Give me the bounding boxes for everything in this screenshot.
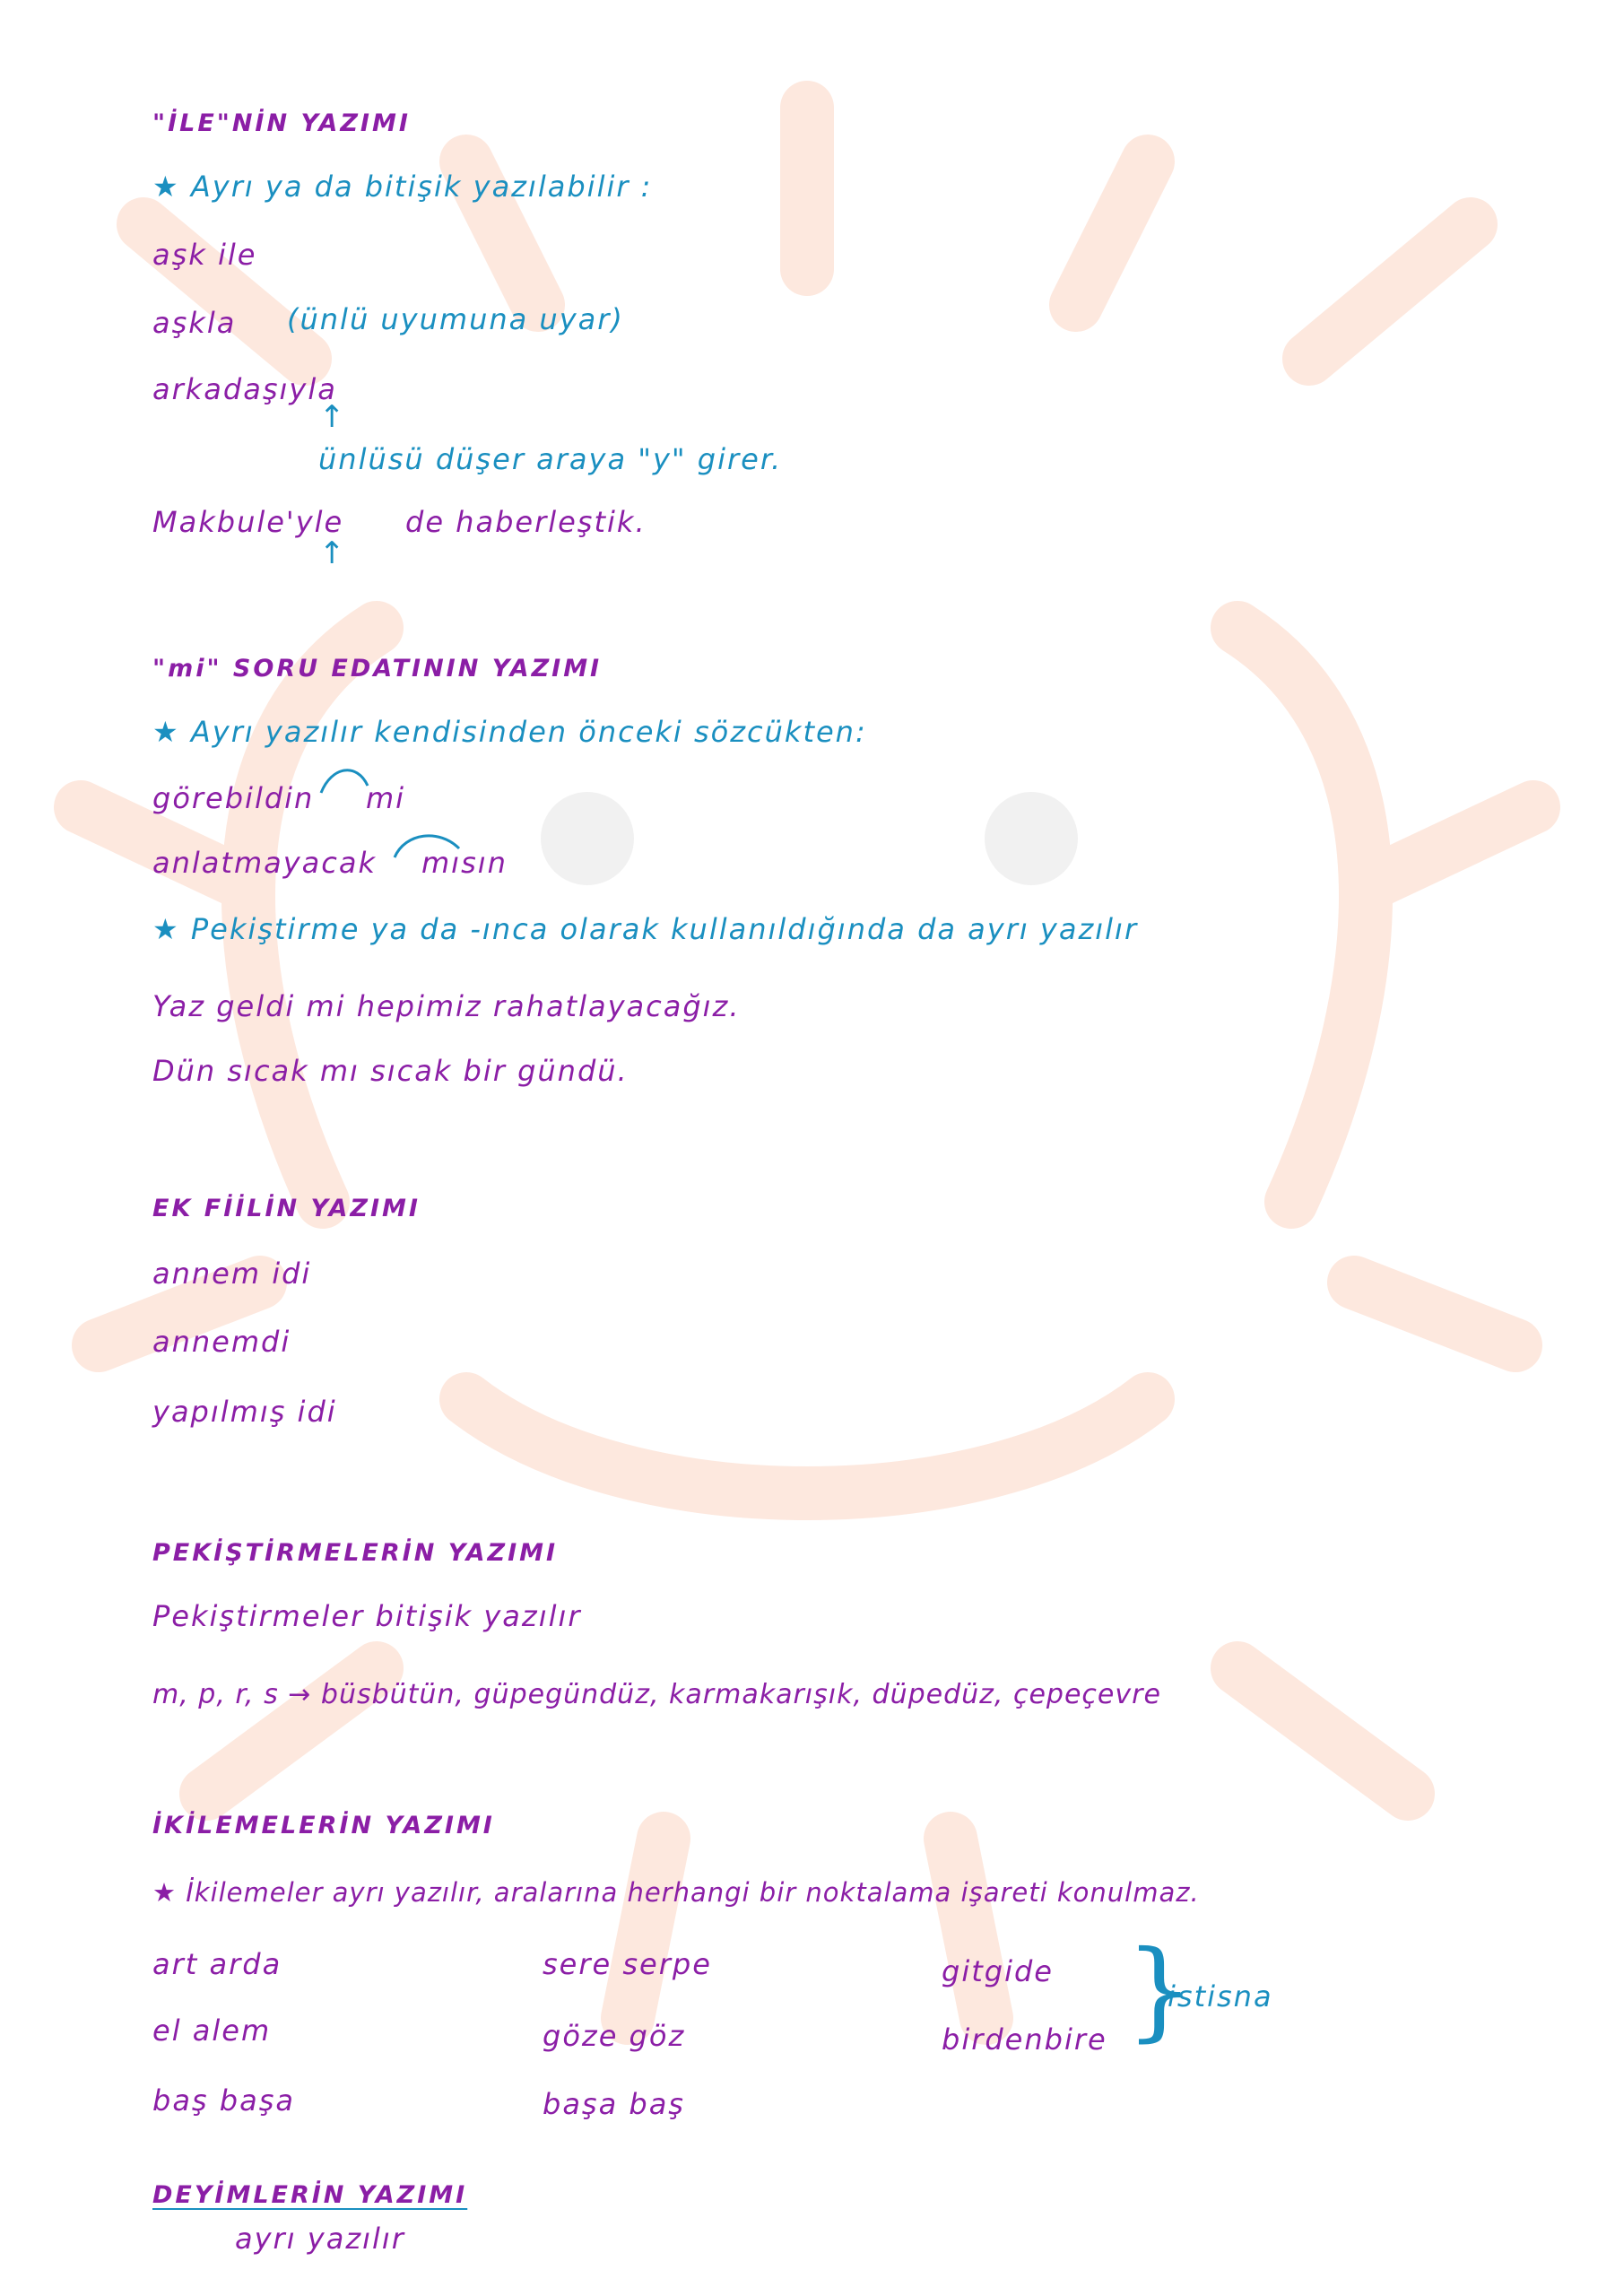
ikileme-col1-item: baş başa bbox=[152, 2083, 295, 2118]
mi-example-4: Dün sıcak mı sıcak bir gündü. bbox=[152, 1054, 629, 1088]
ile-example-4: Makbule'yle bbox=[152, 505, 344, 539]
mi-heading: "mi" SORU EDATININ YAZIMI bbox=[152, 655, 603, 683]
ikileme-rule: ★ İkilemeler ayrı yazılır, aralarına herhangi bir noktalama işareti konulmaz. bbox=[152, 1877, 1200, 1908]
ikileme-heading: İKİLEMELERİN YAZIMI bbox=[152, 1812, 495, 1839]
ikileme-exception: istisna bbox=[1168, 1979, 1273, 2013]
pekistirme-heading: PEKİŞTİRMELERİN YAZIMI bbox=[152, 1539, 559, 1567]
arrow-up-icon: ↑ bbox=[319, 399, 345, 435]
deyim-rule: ayrı yazılır bbox=[235, 2222, 405, 2256]
ikileme-col2-item: başa baş bbox=[543, 2087, 685, 2121]
mi-rule-2: ★ Pekiştirme ya da -ınca olarak kullanıldığında da ayrı yazılır bbox=[152, 912, 1139, 946]
ikileme-col2-item: göze göz bbox=[543, 2019, 686, 2053]
arrow-up-icon: ↑ bbox=[319, 535, 345, 571]
ekfiil-example-3: yapılmış idi bbox=[152, 1395, 337, 1429]
mi-example-1-particle: mi bbox=[366, 781, 406, 815]
ekfiil-example-2: annemdi bbox=[152, 1325, 291, 1359]
ikileme-col2-item: sere serpe bbox=[543, 1947, 712, 1981]
ile-example-1: aşk ile bbox=[152, 238, 257, 272]
pekistirme-rule: Pekiştirmeler bitişik yazılır bbox=[152, 1599, 582, 1633]
pekistirme-list: m, p, r, s → büsbütün, güpegündüz, karmakarışık, düpedüz, çepeçevre bbox=[152, 1679, 1161, 1710]
ile-note: ünlüsü düşer araya "y" girer. bbox=[318, 442, 783, 476]
brace-icon: } bbox=[1125, 1928, 1194, 2053]
ile-example-2-note: (ünlü uyumuna uyar) bbox=[287, 302, 624, 336]
ikileme-col3-item: gitgide bbox=[942, 1954, 1054, 1988]
ile-rule: ★ Ayrı ya da bitişik yazılabilir : bbox=[152, 170, 653, 204]
mi-example-3: Yaz geldi mi hepimiz rahatlayacağız. bbox=[152, 989, 741, 1023]
ile-example-3: arkadaşıyla bbox=[152, 372, 337, 406]
ekfiil-heading: EK FİİLİN YAZIMI bbox=[152, 1195, 421, 1222]
ikileme-col1-item: art arda bbox=[152, 1947, 282, 1981]
deyim-heading: DEYİMLERİN YAZIMI bbox=[152, 2181, 468, 2209]
ikileme-col3-item: birdenbire bbox=[942, 2022, 1107, 2057]
ile-example-4-rest: de haberleştik. bbox=[405, 505, 647, 539]
ile-heading: "İLE"NİN YAZIMI bbox=[152, 109, 411, 137]
ile-example-2: aşkla bbox=[152, 306, 237, 340]
mi-rule-1: ★ Ayrı yazılır kendisinden önceki sözcükten: bbox=[152, 715, 867, 749]
mi-example-1: görebildin bbox=[152, 781, 315, 815]
mi-example-2: anlatmayacak bbox=[152, 846, 377, 880]
mi-example-2-particle: mısın bbox=[421, 846, 508, 880]
ekfiil-example-1: annem idi bbox=[152, 1257, 312, 1291]
ikileme-col1-item: el alem bbox=[152, 2013, 272, 2048]
